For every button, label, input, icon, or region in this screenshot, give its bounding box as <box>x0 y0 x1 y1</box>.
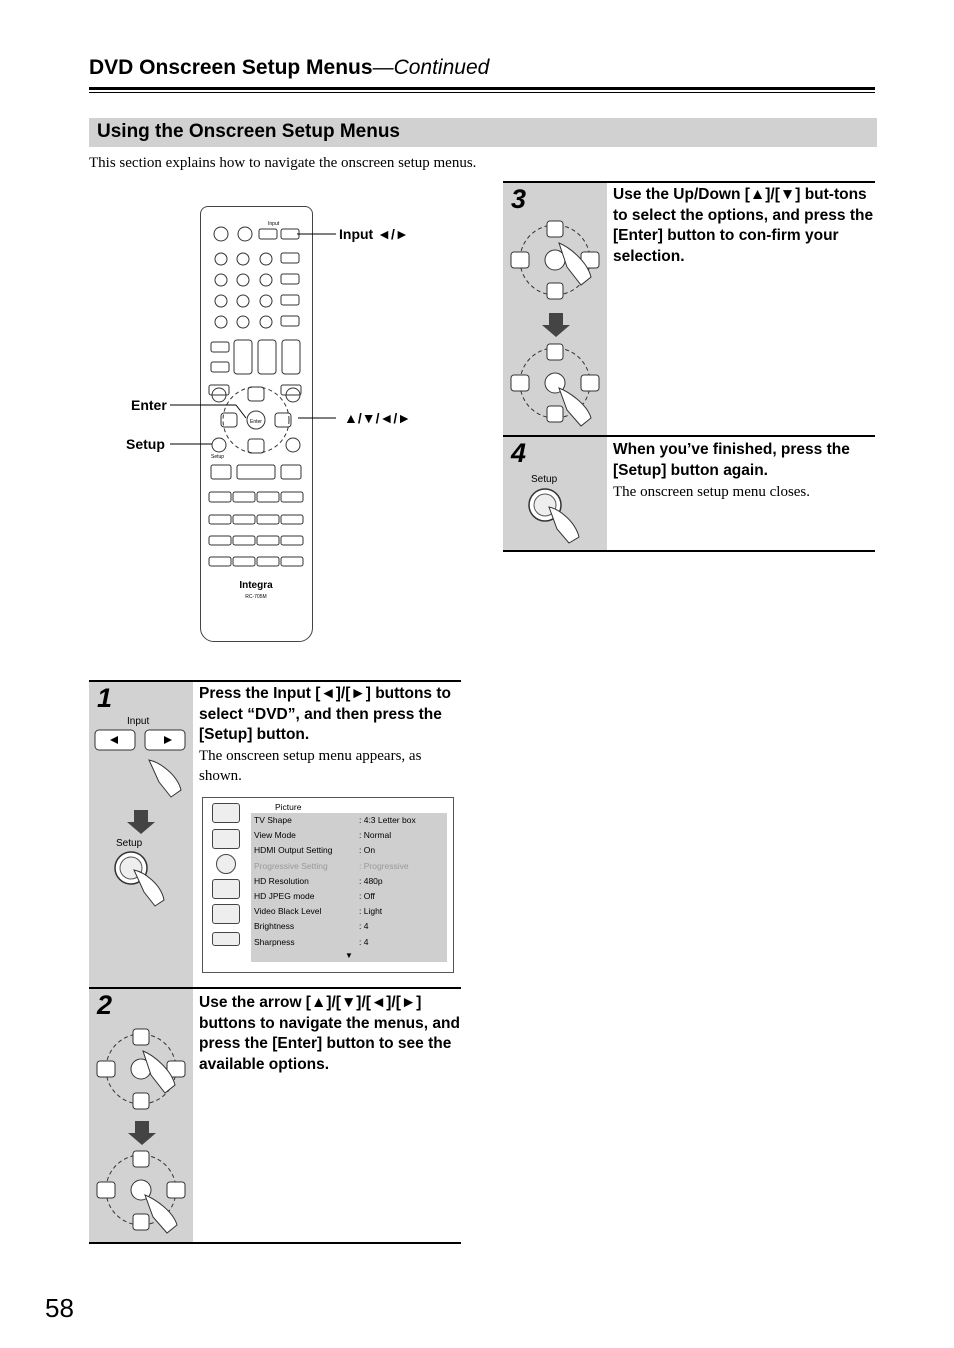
step3-illustration-panel <box>503 183 607 435</box>
step1-number: 1 <box>97 683 113 713</box>
osd-setting-label[interactable]: Sharpness <box>254 936 295 947</box>
osd-setting-label[interactable]: HD JPEG mode <box>254 891 315 901</box>
osd-setting-value: : 4:3 Letter box <box>359 815 416 825</box>
osd-setting-value: : On <box>359 845 376 856</box>
osd-setting-value: : Light <box>359 906 383 917</box>
osd-setting-value: : 4 <box>359 936 369 947</box>
step3-title: Use the Up/Down [▲]/[▼] but-tons to select the options, and press the [Enter] button to con-firm your selection. <box>613 186 874 265</box>
step1-setup-text: Setup <box>116 838 143 849</box>
callout-setup: Setup <box>126 436 165 452</box>
step3-number: 3 <box>511 184 527 214</box>
step2-dpad-art <box>89 989 193 1242</box>
remote-brand: Integra <box>239 580 273 591</box>
callout-enter: Enter <box>131 397 167 413</box>
step4-bottom-rule <box>503 550 875 552</box>
osd-setting-value: : 480p <box>359 875 383 886</box>
player-icon <box>212 932 240 946</box>
remote-enter-text: Enter <box>250 419 262 425</box>
speaker-icon <box>212 829 240 849</box>
step1-input-text: Input <box>127 716 150 727</box>
step4-title: When you’ve finished, press the [Setup] button again. <box>613 441 850 479</box>
step2-bottom-rule <box>89 1242 461 1244</box>
section-title: Using the Onscreen Setup Menus <box>97 121 400 142</box>
step2-title: Use the arrow [▲]/[▼]/[◄]/[►] buttons to navigate the menus, and press the [Enter] button to see the available options. <box>199 994 460 1073</box>
step1-input-setup-art <box>89 682 193 987</box>
step2-number: 2 <box>97 990 113 1020</box>
step4-setup-text: Setup <box>531 474 558 485</box>
disc-icon <box>216 854 236 874</box>
picture-icon <box>212 803 240 823</box>
step1-body: The onscreen setup menu appears, as shown. <box>199 748 422 784</box>
osd-setting-label[interactable]: View Mode <box>254 830 296 841</box>
header-continued: —Continued <box>372 56 490 79</box>
osd-setting-value: : Progressive <box>359 860 409 871</box>
equalizer-icon <box>212 904 240 924</box>
callout-arrows: ▲/▼/◄/► <box>344 410 412 426</box>
osd-setting-value: : Normal <box>359 830 392 841</box>
step1-illustration-panel <box>89 682 193 987</box>
osd-setting-label[interactable]: HDMI Output Setting <box>254 845 333 856</box>
remote-input-text: Input <box>268 221 280 227</box>
remote-setup-text: Setup <box>211 454 225 460</box>
step1-title: Press the Input [◄]/[►] buttons to select “DVD”, and then press the [Setup] button. <box>199 685 451 743</box>
integra-icon <box>212 879 240 899</box>
header-title: DVD Onscreen Setup Menus <box>89 56 373 79</box>
step3-dpad-art <box>503 183 607 435</box>
osd-setting-label[interactable]: Video Black Level <box>254 906 322 917</box>
osd-setting-value: : 4 <box>359 921 369 932</box>
scroll-down-icon: ▼ <box>345 951 353 960</box>
callout-input: Input ◄/► <box>339 226 409 242</box>
remote-model: RC-705M <box>245 594 267 600</box>
osd-setting-label[interactable]: TV Shape <box>254 815 292 825</box>
section-intro: This section explains how to navigate the onscreen setup menus. <box>89 155 477 171</box>
step4-body: The onscreen setup menu closes. <box>613 484 811 500</box>
onscreen-setup-menu <box>202 797 454 973</box>
osd-setting-label[interactable]: Brightness <box>254 921 295 932</box>
osd-setting-value: : Off <box>359 891 375 901</box>
page-number: 58 <box>45 1293 74 1323</box>
step4-number: 4 <box>511 438 527 468</box>
osd-setting-label[interactable]: Progressive Setting <box>254 860 328 871</box>
osd-setting-label[interactable]: HD Resolution <box>254 875 309 886</box>
step2-illustration-panel <box>89 989 193 1242</box>
osd-title: Picture <box>275 802 302 812</box>
